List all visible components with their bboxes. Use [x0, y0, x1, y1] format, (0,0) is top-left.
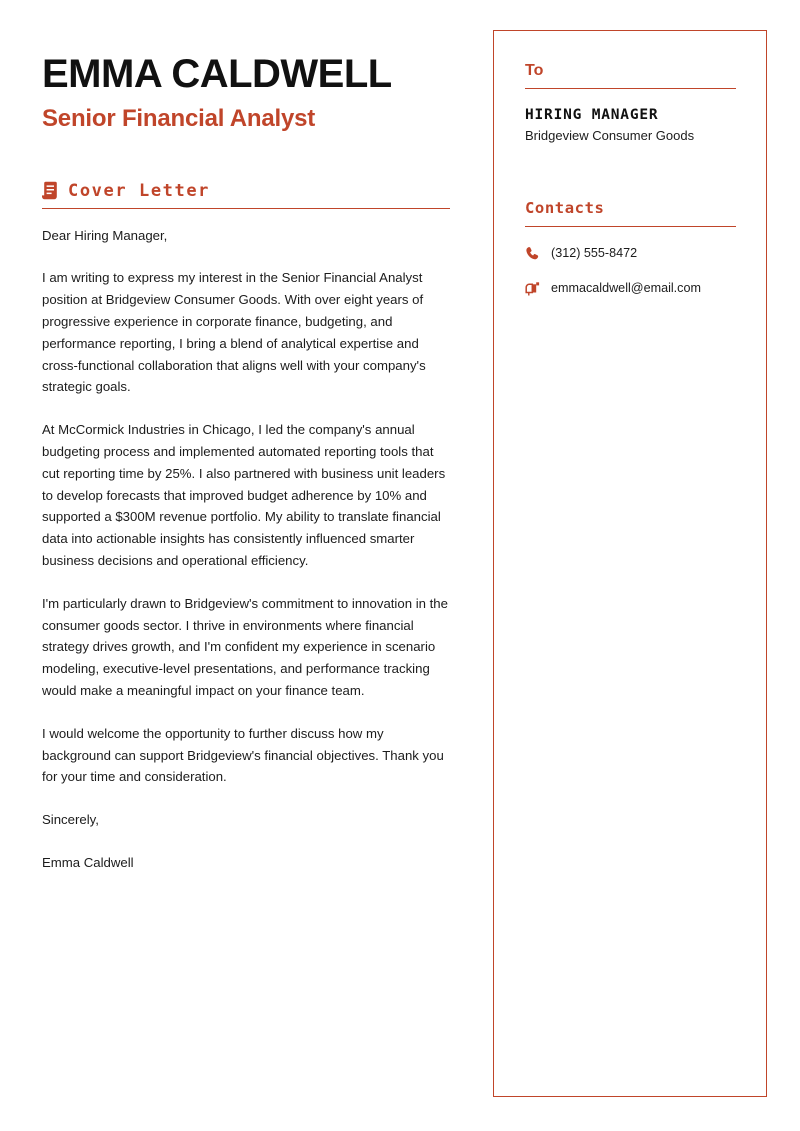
- contacts-block: [525, 200, 737, 296]
- phone-value: (312) 555-8472: [551, 245, 638, 260]
- main-column: [42, 52, 452, 874]
- cover-letter-body: [42, 225, 452, 874]
- contacts-divider: [525, 226, 736, 227]
- letter-paragraph-1: I am writing to express my interest in the Senior Financial Analyst position at Bridgeview Consumer Goods. With over eight years of progressive experience in corporate finance, budgeting, and performance reporting, I bring a blend of analytical expertise and cross-functional collaboration that aligns well with your company's strategic goals.: [42, 270, 426, 395]
- sidebar: [525, 62, 737, 297]
- email-value: emmacaldwell@email.com: [551, 280, 701, 295]
- scroll-icon: [42, 181, 59, 200]
- cover-letter-section-header: [42, 181, 452, 201]
- recipient-name: HIRING MANAGER: [525, 106, 659, 123]
- mailbox-icon: [525, 281, 541, 297]
- letter-closing: Sincerely,: [42, 812, 99, 828]
- contact-phone[interactable]: [525, 246, 737, 262]
- job-title: Senior Financial Analyst: [42, 105, 316, 132]
- to-divider: [525, 88, 736, 89]
- recipient-company: Bridgeview Consumer Goods: [525, 127, 695, 143]
- contact-email[interactable]: [525, 281, 737, 297]
- phone-icon: [525, 246, 541, 262]
- section-divider: [42, 208, 450, 209]
- letter-paragraph-4: I would welcome the opportunity to further discuss how my background can support Bridgeview's financial objectives. Thank you for your time and consideration.: [42, 725, 444, 785]
- letter-salutation: Dear Hiring Manager,: [42, 227, 168, 243]
- letter-signature: Emma Caldwell: [42, 854, 134, 870]
- to-heading: To: [525, 62, 544, 79]
- letter-paragraph-3: I'm particularly drawn to Bridgeview's commitment to innovation in the consumer goods sector. I thrive in environments where financial strategy drives growth, and I'm confident my experience in scenario modeling, executive-level presentations, and performance tracking would make a meaningful impact on your finance team.: [42, 595, 448, 698]
- to-block: [525, 62, 737, 144]
- page-title: EMMA CALDWELL: [42, 52, 392, 96]
- letter-paragraph-2: At McCormick Industries in Chicago, I led the company's annual budgeting process and implemented automated reporting tools that cut reporting time by 25%. I also partnered with business unit leaders to develop forecasts that improved budget adherence by 10% and supported a $300M revenue portfolio. My ability to translate financial data into actionable insights has consistently influenced smarter business decisions and operational efficiency.: [42, 422, 446, 568]
- contacts-heading: Contacts: [525, 199, 605, 218]
- cover-letter-section-title: Cover Letter: [68, 180, 211, 201]
